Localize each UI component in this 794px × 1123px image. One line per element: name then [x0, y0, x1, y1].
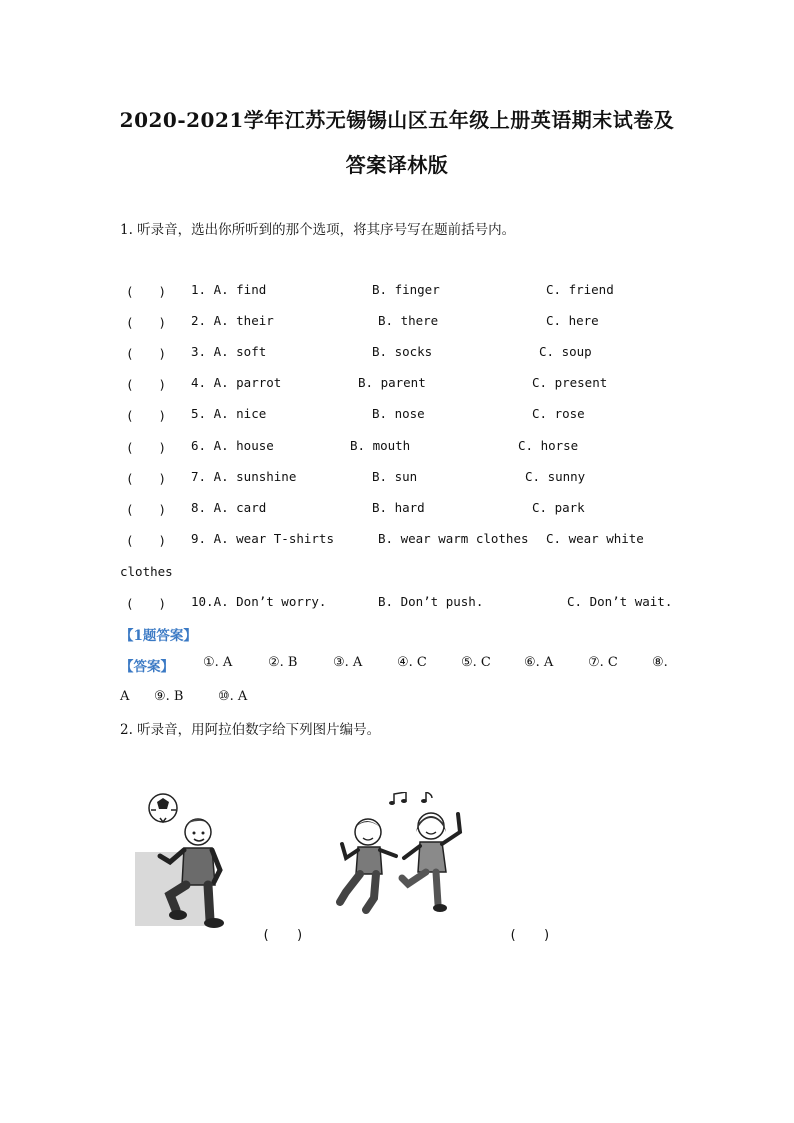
answer-header: 【1题答案】: [120, 628, 197, 644]
answer-paren: ( ): [126, 377, 167, 392]
answer-paren: ( ): [126, 533, 167, 548]
answer-item: ⑦. C: [588, 655, 618, 670]
document-title-line2: 答案译林版: [345, 153, 449, 177]
option-b: B. hard: [372, 500, 425, 515]
answer-paren: ( ): [126, 471, 167, 486]
option-c: C. horse: [518, 438, 579, 453]
option-b: B. socks: [372, 344, 433, 359]
option-b: B. nose: [372, 406, 425, 421]
question1-row: [0, 531, 794, 549]
question1-row: [0, 500, 794, 518]
answer-item: ⑤. C: [461, 655, 491, 670]
option-b: B. there: [378, 313, 439, 328]
answer-item: A: [120, 689, 130, 704]
option-c: C. park: [532, 500, 585, 515]
option-c: C. present: [532, 375, 608, 390]
option-c: C. friend: [546, 282, 614, 297]
answer-item: ⑩. A: [218, 689, 248, 704]
option-c: C. soup: [539, 344, 592, 359]
answer-item: ②. B: [268, 655, 298, 670]
question1-row: [0, 406, 794, 424]
picture2-answer-paren: ( ): [509, 928, 551, 943]
question1-row-10: [0, 594, 794, 612]
option-b: B. parent: [358, 375, 426, 390]
option-a: 3. A. soft: [191, 344, 267, 359]
option-c: C. wear white: [546, 531, 644, 546]
answer-paren: ( ): [126, 284, 167, 299]
music-notes-icon: [389, 792, 432, 805]
option-b: B. Don’t push.: [378, 594, 484, 609]
answer-item: ③. A: [333, 655, 363, 670]
option-c: C. sunny: [525, 469, 586, 484]
question1-row: [0, 344, 794, 362]
answer-label: 【答案】: [120, 659, 174, 675]
picture1-answer-paren: ( ): [262, 928, 304, 943]
question1-row: [0, 438, 794, 456]
answer-paren: ( ): [126, 502, 167, 517]
option-b: B. wear warm clothes: [378, 531, 529, 546]
option-b: B. sun: [372, 469, 418, 484]
question1-row: [0, 282, 794, 300]
answer-paren: ( ): [126, 315, 167, 330]
answer-paren: ( ): [126, 408, 167, 423]
option-a: 2. A. their: [191, 313, 274, 328]
question1-instruction: 1. 听录音，选出你所听到的那个选项，将其序号写在题前括号内。: [120, 222, 516, 238]
option-a: 5. A. nice: [191, 406, 267, 421]
option-c: C. Don’t wait.: [567, 594, 673, 609]
answer-paren: ( ): [126, 346, 167, 361]
option-a: 8. A. card: [191, 500, 267, 515]
option-a: 9. A. wear T-shirts: [191, 531, 334, 546]
answer-item: ⑧.: [652, 655, 668, 670]
option-a: 1. A. find: [191, 282, 267, 297]
children-dancing-picture: [336, 792, 476, 922]
answer-item: ①. A: [203, 655, 233, 670]
option-c: C. rose: [532, 406, 585, 421]
option-a: 4. A. parrot: [191, 375, 282, 390]
answer-paren: ( ): [126, 596, 167, 611]
option-a: 6. A. house: [191, 438, 274, 453]
row9-wrap-text: clothes: [120, 564, 173, 579]
answer-paren: ( ): [126, 440, 167, 455]
option-b: B. finger: [372, 282, 440, 297]
answer-item: ⑥. A: [524, 655, 554, 670]
boy-football-picture: [130, 790, 230, 930]
option-a: 10.A. Don’t worry.: [191, 594, 327, 609]
question2-instruction: 2. 听录音，用阿拉伯数字给下列图片编号。: [120, 722, 381, 738]
question1-row: [0, 469, 794, 487]
question1-row: [0, 375, 794, 393]
option-a: 7. A. sunshine: [191, 469, 297, 484]
question1-row: [0, 313, 794, 331]
answer-item: ⑨. B: [154, 689, 184, 704]
document-title-line1: 2020-2021学年江苏无锡锡山区五年级上册英语期末试卷及: [119, 108, 675, 132]
option-c: C. here: [546, 313, 599, 328]
answer-item: ④. C: [397, 655, 427, 670]
option-b: B. mouth: [350, 438, 411, 453]
